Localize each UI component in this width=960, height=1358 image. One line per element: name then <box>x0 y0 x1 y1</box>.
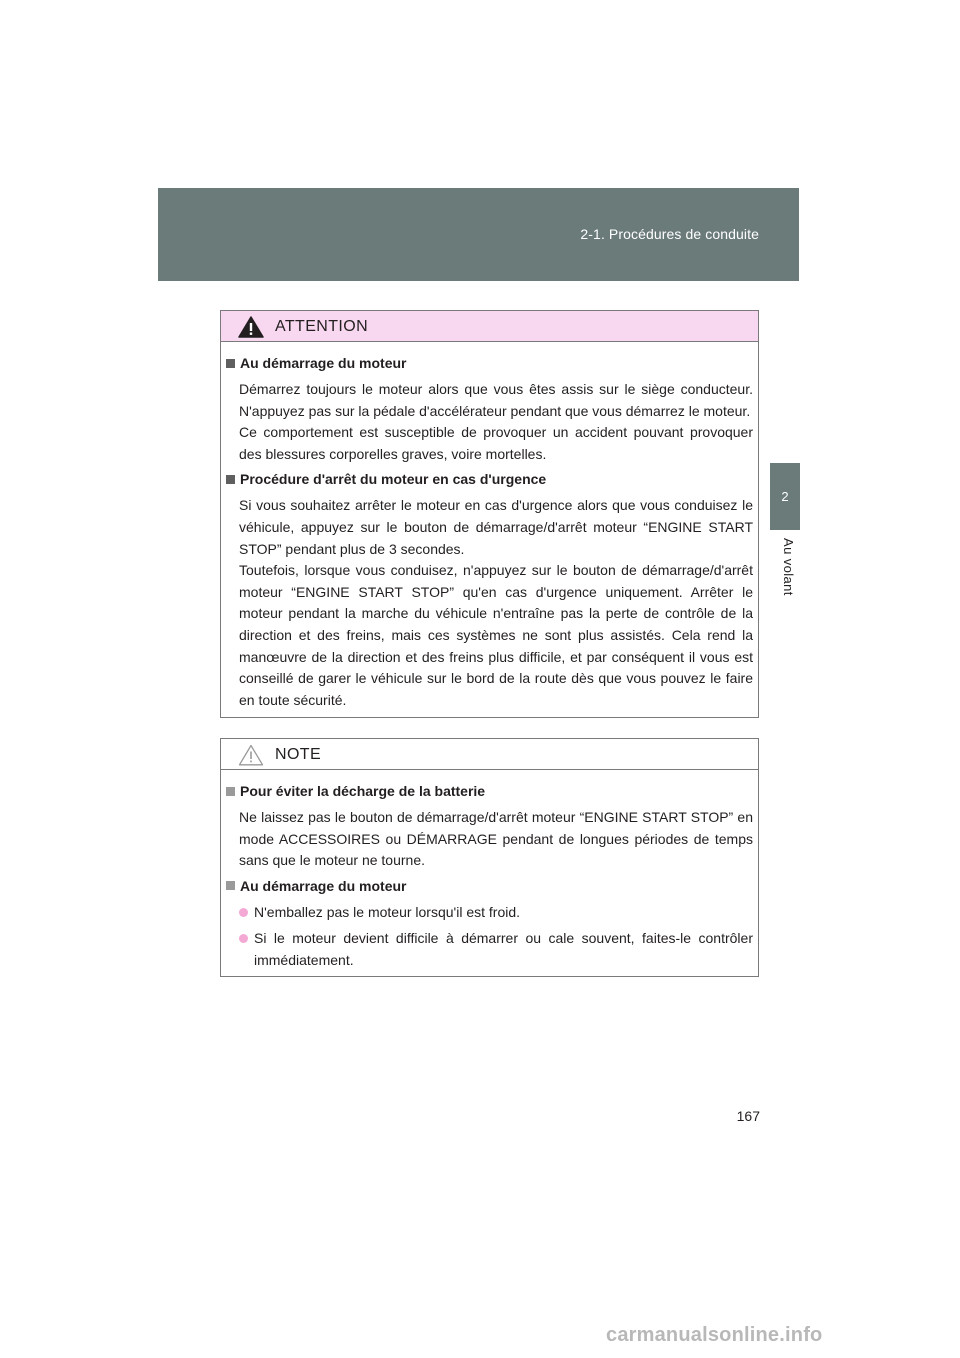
square-bullet-icon <box>226 787 235 796</box>
attention-section-engine-start <box>226 353 753 465</box>
attention-title: ATTENTION <box>275 318 369 335</box>
paragraph: Ce comportement est susceptible de provoquer un accident pouvant provoquer des blessures corporelles graves, voire mortelles. <box>239 424 753 462</box>
paragraph: Si vous souhaitez arrêter le moteur en cas d'urgence alors que vous conduisez le véhicule, appuyez sur le bouton de démarrage/d'arrêt moteur “ENGINE START STOP” pendant plus de 3 secondes. <box>239 497 753 557</box>
attention-header <box>221 311 758 342</box>
section-heading: Au démarrage du moteur <box>240 355 407 371</box>
chapter-label: Au volant <box>781 538 796 596</box>
section-title: 2-1. Procédures de conduite <box>580 226 759 242</box>
attention-body <box>221 342 758 711</box>
list-item <box>226 928 753 971</box>
chapter-number: 2 <box>781 489 789 504</box>
watermark: carmanualsonline.info <box>606 1324 823 1346</box>
attention-section-emergency-stop <box>226 469 753 711</box>
chapter-tab <box>770 463 800 530</box>
note-section-engine-start <box>226 876 753 972</box>
list-item <box>226 902 753 924</box>
square-bullet-icon <box>226 359 235 368</box>
list-item-text: Si le moteur devient difficile à démarrer ou cale souvent, faites-le contrôler immédiatement. <box>254 930 753 968</box>
section-heading: Au démarrage du moteur <box>240 877 407 894</box>
square-bullet-icon <box>226 881 235 890</box>
paragraph: Toutefois, lorsque vous conduisez, n'appuyez sur le bouton de démarrage/d'arrêt moteur “ENGINE START STOP” qu'en cas d'urgence uniquement. Arrêter le moteur pendant la marche du véhicule n'entraîne pas la perte de contrôle de la direction et des freins, mais ces systèmes ne sont plus assistés. Cela rend la manœuvre de la direction et des freins plus difficile, et par conséquent il vous est conseillé de garer le véhicule sur le bord de la route dès que vous pouvez le faire en toute sécurité. <box>239 562 753 708</box>
section-heading: Procédure d'arrêt du moteur en cas d'urgence <box>240 471 547 488</box>
note-box <box>220 738 759 977</box>
square-bullet-icon <box>226 475 235 484</box>
note-header <box>221 739 758 770</box>
list-item-text: N'emballez pas le moteur lorsqu'il est froid. <box>254 903 521 920</box>
circle-bullet-icon <box>239 908 248 917</box>
note-title: NOTE <box>275 746 322 763</box>
note-section-battery <box>226 781 753 872</box>
paragraph: Démarrez toujours le moteur alors que vous êtes assis sur le siège conducteur. N'appuyez pas sur la pédale d'accélérateur pendant que vous démarrez le moteur. <box>239 381 753 419</box>
paragraph: Ne laissez pas le bouton de démarrage/d'arrêt moteur “ENGINE START STOP” en mode ACCESSOIRES ou DÉMARRAGE pendant de longues périodes de temps sans que le moteur ne tourne. <box>239 809 753 869</box>
warning-triangle-outline-icon <box>238 744 264 766</box>
circle-bullet-icon <box>239 934 248 943</box>
section-header-band <box>158 188 799 281</box>
page-number: 167 <box>736 1108 760 1124</box>
attention-box <box>220 310 759 718</box>
note-body <box>221 770 758 972</box>
section-heading: Pour éviter la décharge de la batterie <box>240 783 486 799</box>
warning-triangle-filled-icon <box>238 316 264 338</box>
